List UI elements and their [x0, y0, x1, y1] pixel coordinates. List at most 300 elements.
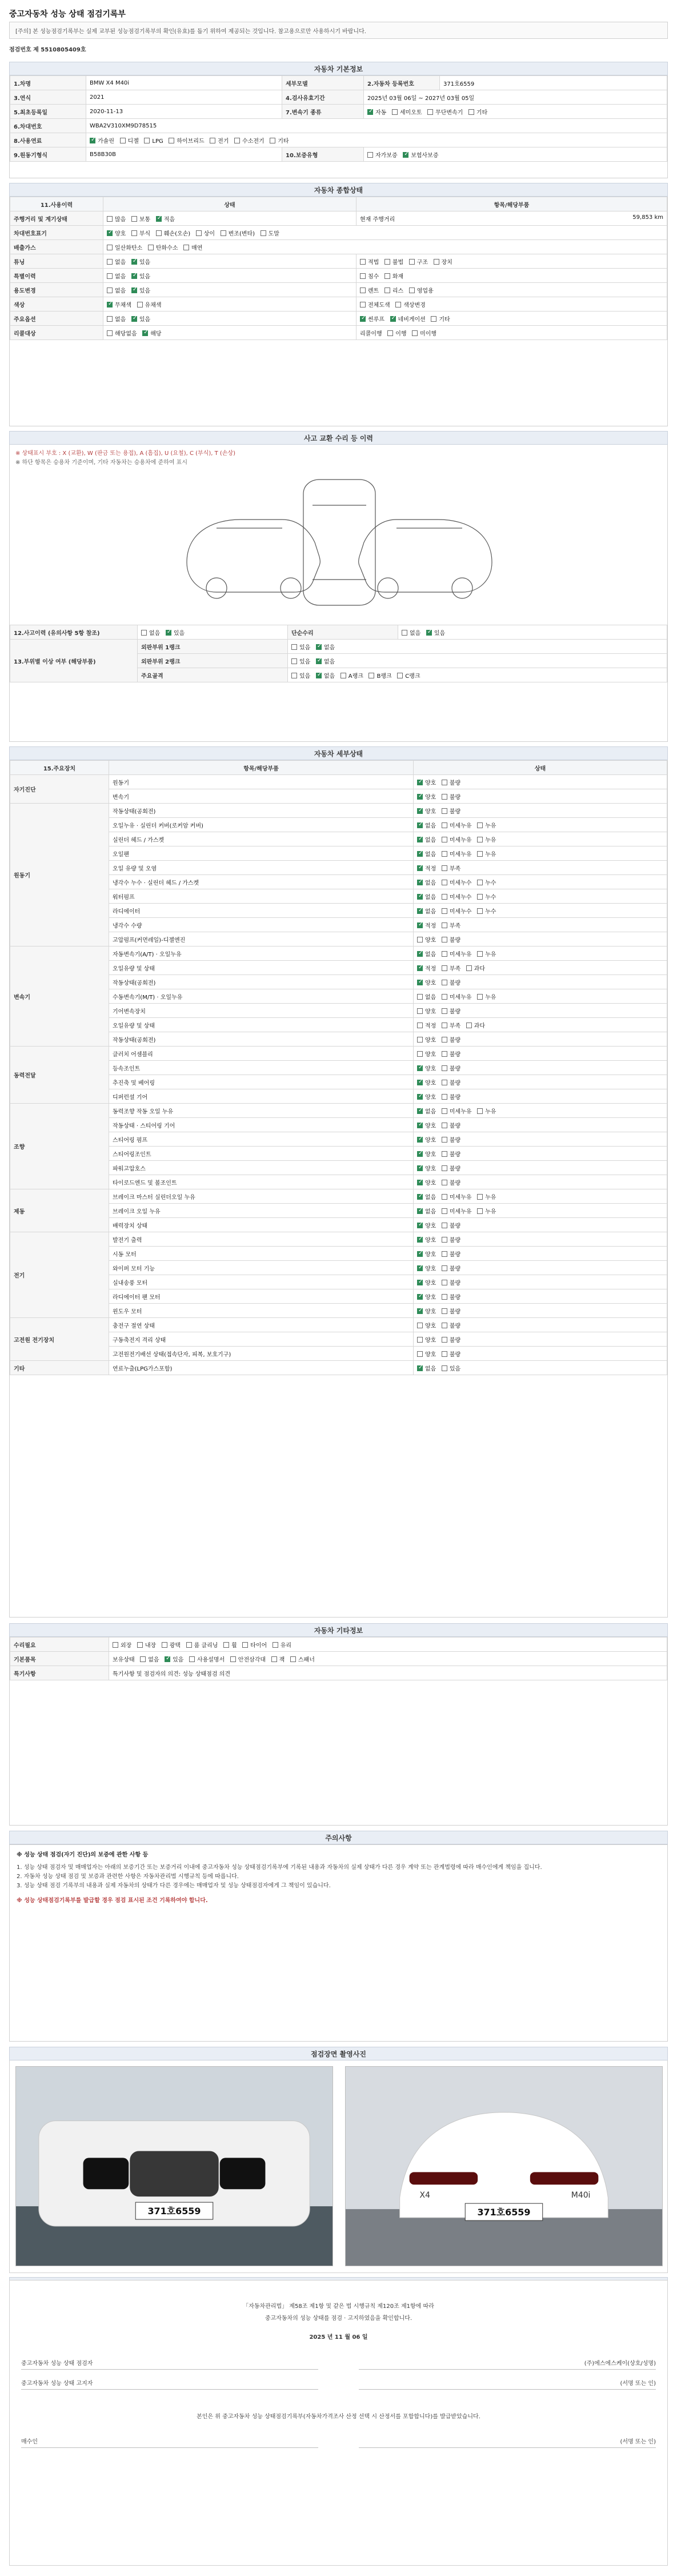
detail-mt-gear-options: 양호 불량 [414, 1004, 667, 1018]
notes-paragraph-1: 1. 성능 상태 점검자 및 매매업자는 아래의 보증기간 또는 보증거리 이내에 중고자동차 성능 상태점검기록부에 기록된 내용과 자동차의 실제 상태가 다른 경우 계약 또는 관계법령에 따라 매수인에게 책임을 집니다. [17, 1864, 542, 1871]
main-options-label: 주요옵션 [10, 311, 103, 326]
etc-basic-jack-checkbox[interactable] [271, 1656, 277, 1662]
detail-drive-cv-bad-checkbox[interactable] [442, 1065, 447, 1071]
detail-steering-joint-bad-checkbox[interactable] [442, 1151, 447, 1157]
etc-repair-polish-checkbox[interactable] [162, 1642, 167, 1648]
detail-engine-label: 원동기 [10, 804, 109, 946]
detail-hv-battery-bad-checkbox[interactable] [442, 1337, 447, 1343]
detail-engine-oil-pan-minor-checkbox[interactable] [442, 851, 447, 857]
notes-paragraph-3: 3. 성능 상태 점검 기록부의 내용과 실제 자동차의 상태가 다른 경우에는 매매업자 및 성능 상태점검자에게 그 책임이 있습니다. [17, 1883, 331, 1889]
fuel-hydrogen-checkbox[interactable] [234, 138, 240, 143]
color-change-checkbox[interactable] [395, 302, 401, 307]
section-general-title: 자동차 종합상태 [314, 186, 363, 194]
detail-etc-fuel-leak-yes-checkbox[interactable] [442, 1365, 447, 1371]
detail-steering-pump-bad-checkbox[interactable] [442, 1137, 447, 1143]
car-diagram [177, 471, 502, 614]
detail-hv-battery-options: 양호 불량 [414, 1332, 667, 1347]
detail-model-label: 세부모델 [282, 76, 364, 90]
detail-engine-head-gasket-minor-checkbox[interactable] [442, 837, 447, 842]
detail-engine-idle-good-checkbox[interactable] [417, 808, 423, 814]
transmission-semi-checkbox[interactable] [392, 109, 398, 115]
transmission-cvt-checkbox[interactable] [427, 109, 433, 115]
detail-steering-oil-leak-minor-checkbox[interactable] [442, 1108, 447, 1114]
detail-engine-coolant-leak-options-1: ✓ 없음 미세누수 누수 [414, 875, 667, 889]
detail-engine-oil-level-label: 오일 유량 및 오염 [109, 861, 414, 875]
recall-options: 해당없음 ✓ 해당 [103, 326, 356, 340]
fuel-electric-checkbox[interactable] [210, 138, 215, 143]
transmission-etc-checkbox[interactable] [468, 109, 474, 115]
frame-a-checkbox[interactable] [340, 673, 346, 678]
vehicle-name-value: BMW X4 M40i [86, 76, 282, 90]
detail-drive-clutch-options: 양호 불량 [414, 1047, 667, 1061]
section-accident-header [9, 431, 668, 445]
photo-rear-badge: M40i [571, 2191, 591, 2200]
etc-repair-tire-checkbox[interactable] [242, 1642, 248, 1648]
detail-engine-oil-pan-none-checkbox[interactable] [417, 851, 423, 857]
section-notes-header [9, 1831, 668, 1844]
detail-engine-radiator-yes-checkbox[interactable] [477, 908, 483, 914]
section-basic-title: 자동차 기본정보 [314, 65, 363, 73]
detail-electric-window-bad-checkbox[interactable] [442, 1308, 447, 1314]
detail-electric-alternator-label: 발전기 출력 [109, 1232, 414, 1247]
detail-engine-oil-level-options: ✓ 적정 부족 [414, 861, 667, 875]
color-options: ✓ 무채색 유채색 [103, 297, 356, 311]
special-history-detail: 침수 화재 [356, 269, 667, 283]
main-options-detail: ✓ 썬루프 ✓ 네비게이션 기타 [356, 311, 667, 326]
outer-rank2-no-checkbox[interactable] [316, 658, 322, 664]
basic-info-table [10, 75, 667, 162]
detail-engine-water-pump-label: 워터펌프 [109, 889, 414, 904]
etc-basic-spanner-checkbox[interactable] [290, 1656, 296, 1662]
fuel-hybrid-checkbox[interactable] [169, 138, 174, 143]
detail-engine-water-pump-none-checkbox[interactable] [417, 894, 423, 900]
etc-repair-glass-checkbox[interactable] [273, 1642, 278, 1648]
detail-steering-hose-bad-checkbox[interactable] [442, 1165, 447, 1171]
mileage-value-cell [356, 211, 667, 226]
detail-engine-radiator-minor-checkbox[interactable] [442, 908, 447, 914]
detail-electric-label: 전기 [10, 1232, 109, 1318]
etc-basic-items-label: 기본품목 [10, 1652, 109, 1666]
detail-mt-oil-level-proper-checkbox[interactable] [417, 1023, 423, 1028]
etc-repair-label: 수리필요 [10, 1638, 109, 1652]
detail-self-engine-options: ✓ 양호 불량 [414, 775, 667, 789]
detail-brake-master-yes-checkbox[interactable] [477, 1194, 483, 1200]
tuning-structure-checkbox[interactable] [409, 259, 415, 265]
detail-engine-oil-pan-yes-checkbox[interactable] [477, 851, 483, 857]
detail-electric-wiper-bad-checkbox[interactable] [442, 1265, 447, 1271]
transmission-options: ✓ 자동 세미오토 무단변속기 기타 [364, 105, 667, 119]
detail-electric-wiper-good-checkbox[interactable] [417, 1265, 423, 1271]
detail-at-oil-level-proper-checkbox[interactable] [417, 965, 423, 971]
detail-steering-tierod-label: 타이로드엔드 및 볼조인트 [109, 1175, 414, 1189]
section-photos-header [9, 2047, 668, 2060]
fuel-etc-checkbox[interactable] [270, 138, 275, 143]
vin-mark-different-checkbox[interactable] [196, 230, 202, 236]
vin-mark-altered-checkbox[interactable] [221, 230, 226, 236]
detail-at-oil-level-low-checkbox[interactable] [442, 965, 447, 971]
detail-engine-water-pump-minor-checkbox[interactable] [442, 894, 447, 900]
detail-electric-starter-good-checkbox[interactable] [417, 1251, 423, 1257]
accident-legend-line-1: ※ 상태표시 부호 : X (교환), W (판금 또는 용접), A (흠집), U (요철), C (부식), T (손상) [15, 450, 236, 457]
tuning-yes-checkbox[interactable] [131, 259, 137, 265]
detail-electric-blower-good-checkbox[interactable] [417, 1280, 423, 1285]
simple-repair-options: 없음 ✓ 있음 [398, 625, 667, 640]
first-registration-label: 5.최초등록일 [10, 105, 86, 119]
special-flood-checkbox[interactable] [360, 273, 366, 279]
detail-hv-wiring-good-checkbox[interactable] [417, 1351, 423, 1357]
detail-hv-wiring-bad-checkbox[interactable] [442, 1351, 447, 1357]
detail-mt-oil-level-label: 오일유량 및 상태 [109, 1018, 414, 1032]
mileage-options: 많음 보통 ✓ 적음 [103, 211, 356, 226]
detail-steering-hose-options: ✓ 양호 불량 [414, 1161, 667, 1175]
detail-mt-gear-good-checkbox[interactable] [417, 1008, 423, 1014]
mileage-label: 주행거리 및 계기상태 [10, 211, 103, 226]
frame-b-checkbox[interactable] [368, 673, 374, 678]
detail-engine-oil-leak-none-checkbox-1[interactable] [417, 822, 423, 828]
accident-none-checkbox[interactable] [141, 630, 147, 636]
detail-brake-master-none-checkbox[interactable] [417, 1194, 423, 1200]
options-sunroof-checkbox[interactable] [360, 316, 366, 322]
detail-drive-clutch-bad-checkbox[interactable] [442, 1051, 447, 1057]
vin-mark-label: 차대번호표기 [10, 226, 103, 240]
usage-rent-checkbox[interactable] [360, 287, 366, 293]
photos-section [9, 2060, 668, 2273]
fuel-diesel-checkbox[interactable] [120, 138, 126, 143]
special-history-label: 특별이력 [10, 269, 103, 283]
detail-at-oil-leak-yes-checkbox[interactable] [477, 951, 483, 957]
detail-electric-blower-bad-checkbox[interactable] [442, 1280, 447, 1285]
outer-rank1-yes-checkbox[interactable] [291, 644, 297, 650]
detail-drive-cv-good-checkbox[interactable] [417, 1065, 423, 1071]
signature-right-2: (서명 또는 인) [359, 2377, 656, 2390]
accident-history-options: 없음 ✓ 있음 [138, 625, 288, 640]
options-navigation-checkbox[interactable] [390, 316, 396, 322]
detail-mt-gear-label: 기어변속장치 [109, 1004, 414, 1018]
detail-steering-gear-good-checkbox[interactable] [417, 1123, 423, 1128]
detail-mt-oil-leak-options: 없음 미세누유 누유 [414, 989, 667, 1004]
detail-engine-head-gasket-label: 실린더 헤드 / 가스켓 [109, 832, 414, 846]
detail-mt-oil-leak-label: 수동변속기(M/T) · 오일누유 [109, 989, 414, 1004]
section-accident-title: 사고 교환 수리 등 이력 [303, 434, 374, 442]
signature-bottom-text: 본인은 위 중고자동차 성능 상태점검기록부(자동차가격조사 산정 선택 시 산정서를 포함합니다)를 발급받았습니다. [197, 2414, 480, 2420]
detail-engine-oil-level-proper-checkbox[interactable] [417, 865, 423, 871]
detail-engine-common-rail-bad-checkbox[interactable] [442, 937, 447, 942]
section-detail-header [9, 746, 668, 760]
detail-engine-common-rail-good-checkbox[interactable] [417, 937, 423, 942]
detail-steering-tierod-good-checkbox[interactable] [417, 1180, 423, 1185]
emission-hc-checkbox[interactable] [148, 245, 154, 250]
detail-self-engine-good-checkbox[interactable] [417, 780, 423, 785]
detail-mt-idle-options: 양호 불량 [414, 1032, 667, 1047]
warranty-label: 10.보증유형 [282, 147, 364, 162]
registration-label: 2.자동차 등록번호 [364, 76, 440, 90]
detail-engine-idle-bad-checkbox[interactable] [442, 808, 447, 814]
accident-yes-checkbox[interactable] [166, 630, 171, 636]
accident-legend-line-2: ※ 하단 항목은 승용차 기준이며, 기타 자동차는 승용차에 준하여 표시 [15, 460, 187, 466]
outer-rank2-label: 외판부위 2랭크 [138, 654, 288, 668]
section-general-header [9, 183, 668, 197]
detail-engine-coolant-minor-checkbox-1[interactable] [442, 880, 447, 885]
etc-note-label: 특기사항 [10, 1666, 109, 1680]
detail-steering-joint-label: 스티어링조인트 [109, 1147, 414, 1161]
detail-engine-oil-pan-label: 오일팬 [109, 846, 414, 861]
etc-repair-items: 외장 내장 광택 룸 클리닝 휠 타이어 유리 [109, 1638, 667, 1652]
usage-lease-checkbox[interactable] [384, 287, 390, 293]
recall-done-checkbox[interactable] [387, 330, 393, 336]
emission-smoke-checkbox[interactable] [183, 245, 189, 250]
detail-steering-hose-label: 파워고압호스 [109, 1161, 414, 1175]
first-registration-value: 2020-11-13 [86, 105, 282, 119]
fuel-gasoline-checkbox[interactable] [90, 138, 95, 143]
detail-brake-oil-leak-yes-checkbox[interactable] [477, 1208, 483, 1214]
etc-repair-exterior-checkbox[interactable] [113, 1642, 118, 1648]
registration-value: 371호6559 [440, 76, 667, 90]
detail-drive-clutch-good-checkbox[interactable] [417, 1051, 423, 1057]
mileage-current-label: 현재 주행거리 [360, 216, 395, 223]
vin-mark-good-checkbox[interactable] [107, 230, 113, 236]
usage-none-checkbox[interactable] [107, 287, 113, 293]
detail-electric-wiper-label: 와이퍼 모터 기능 [109, 1261, 414, 1275]
detail-brake-oil-leak-none-checkbox[interactable] [417, 1208, 423, 1214]
detail-at-oil-leak-label: 자동변속기(A/T) · 오일누유 [109, 946, 414, 961]
notes-heading-2: ※ 성능 상태점검기록부를 발급할 경우 점검 표시된 조건 기록하여야 합니다. [17, 1898, 208, 1904]
detail-engine-head-gasket-none-checkbox[interactable] [417, 837, 423, 842]
detail-electric-window-good-checkbox[interactable] [417, 1308, 423, 1314]
detail-mt-idle-good-checkbox[interactable] [417, 1037, 423, 1043]
detail-steering-pump-options: ✓ 양호 불량 [414, 1132, 667, 1147]
car-top-icon [303, 480, 375, 605]
frame-c-checkbox[interactable] [397, 673, 403, 678]
basic-info-section [9, 75, 668, 178]
tuning-device-checkbox[interactable] [434, 259, 439, 265]
color-chromatic-checkbox[interactable] [137, 302, 143, 307]
detail-engine-oil-leak-yes-checkbox-1[interactable] [477, 822, 483, 828]
detail-drive-label: 동력전달 [10, 1047, 109, 1104]
detail-electric-alternator-options: ✓ 양호 불량 [414, 1232, 667, 1247]
detail-brake-booster-good-checkbox[interactable] [417, 1223, 423, 1228]
detail-drive-cv-options: ✓ 양호 불량 [414, 1061, 667, 1075]
detail-steering-tierod-bad-checkbox[interactable] [442, 1180, 447, 1185]
detail-electric-blower-options: ✓ 양호 불량 [414, 1275, 667, 1289]
photo-rear-plate: 371호6559 [477, 2207, 531, 2218]
detail-drive-propeller-good-checkbox[interactable] [417, 1080, 423, 1085]
detail-mt-oil-leak-minor-checkbox[interactable] [442, 994, 447, 1000]
detail-drive-differential-bad-checkbox[interactable] [442, 1094, 447, 1100]
accident-history-label: 12.사고이력 (유의사항 5항 참조) [10, 625, 138, 640]
outer-rank1-options: 있음 ✓ 없음 [288, 640, 667, 654]
detail-brake-master-minor-checkbox[interactable] [442, 1194, 447, 1200]
etc-basic-manual-checkbox[interactable] [189, 1656, 195, 1662]
signature-text-1: 「자동차관리법」 제58조 제1항 및 같은 법 시행규칙 제120조 제1항에 따라 [243, 2303, 434, 2310]
etc-repair-wheel-checkbox[interactable] [223, 1642, 229, 1648]
frame-no-checkbox[interactable] [316, 673, 322, 678]
detail-table [10, 760, 667, 1375]
detail-electric-radiator-fan-label: 라디에이터 팬 모터 [109, 1289, 414, 1304]
detail-steering-oil-leak-yes-checkbox[interactable] [477, 1108, 483, 1114]
general-state-table [10, 197, 667, 340]
detail-brake-label: 제동 [10, 1189, 109, 1232]
detail-self-transmission-good-checkbox[interactable] [417, 794, 423, 800]
detail-engine-coolant-level-proper-checkbox[interactable] [417, 922, 423, 928]
signature-row-2 [21, 2377, 656, 2390]
inspection-period-value: 2025년 03월 06일 ~ 2027년 03월 05일 [364, 90, 667, 105]
detail-electric-radiator-fan-good-checkbox[interactable] [417, 1294, 423, 1300]
fuel-label: 8.사용연료 [10, 133, 86, 147]
options-yes-checkbox[interactable] [131, 316, 137, 322]
engine-type-label: 9.원동기형식 [10, 147, 86, 162]
detail-brake-booster-bad-checkbox[interactable] [442, 1223, 447, 1228]
signature-right-1: (주)에스에스케이(상호/성명) [359, 2357, 656, 2370]
vin-mark-damage-checkbox[interactable] [156, 230, 162, 236]
fuel-lpg-checkbox[interactable] [144, 138, 150, 143]
frame-yes-checkbox[interactable] [291, 673, 297, 678]
detail-at-idle-good-checkbox[interactable] [417, 980, 423, 985]
vin-mark-rust-checkbox[interactable] [131, 230, 137, 236]
etc-repair-cleaning-checkbox[interactable] [186, 1642, 192, 1648]
detail-col-1: 15.주요장치 [10, 761, 109, 775]
detail-mt-gear-bad-checkbox[interactable] [442, 1008, 447, 1014]
detail-drive-differential-good-checkbox[interactable] [417, 1094, 423, 1100]
detail-brake-oil-leak-options: ✓ 없음 미세누유 누유 [414, 1204, 667, 1218]
signature-box [9, 2280, 668, 2566]
emission-options: 일산화탄소 탄화수소 매연 [103, 240, 667, 254]
vin-mark-painted-checkbox[interactable] [261, 230, 266, 236]
detail-mt-oil-leak-none-checkbox[interactable] [417, 994, 423, 1000]
detail-engine-water-pump-yes-checkbox[interactable] [477, 894, 483, 900]
detail-at-idle-options: ✓ 양호 불량 [414, 975, 667, 989]
detail-steering-oil-leak-none-checkbox[interactable] [417, 1108, 423, 1114]
detail-self-engine-bad-checkbox[interactable] [442, 780, 447, 785]
detail-steering-pump-good-checkbox[interactable] [417, 1137, 423, 1143]
detail-at-oil-leak-none-checkbox[interactable] [417, 951, 423, 957]
etc-basic-triangle-checkbox[interactable] [230, 1656, 236, 1662]
detail-mt-oil-level-high-checkbox[interactable] [466, 1023, 472, 1028]
detail-steering-joint-good-checkbox[interactable] [417, 1151, 423, 1157]
general-col-3: 항목/해당부품 [356, 197, 667, 211]
detail-electric-alternator-bad-checkbox[interactable] [442, 1237, 447, 1243]
recall-not-done-checkbox[interactable] [412, 330, 418, 336]
detail-hv-charge-port-good-checkbox[interactable] [417, 1323, 423, 1328]
emission-co-checkbox[interactable] [107, 245, 113, 250]
mileage-low-checkbox[interactable] [156, 216, 162, 222]
recall-yes-checkbox[interactable] [142, 330, 148, 336]
detail-electric-starter-options: ✓ 양호 불량 [414, 1247, 667, 1261]
detail-engine-coolant-level-low-checkbox[interactable] [442, 922, 447, 928]
signature-buyer-sign: (서명 또는 인) [359, 2435, 656, 2448]
section-detail-title: 자동차 세부상태 [314, 749, 363, 758]
detail-brake-oil-leak-minor-checkbox[interactable] [442, 1208, 447, 1214]
detail-electric-starter-label: 시동 모터 [109, 1247, 414, 1261]
frame-options: 있음 ✓ 없음 A랭크 B랭크 C랭크 [288, 668, 667, 682]
vehicle-name-label: 1.차명 [10, 76, 86, 90]
tuning-legal-checkbox[interactable] [360, 259, 366, 265]
detail-at-idle-bad-checkbox[interactable] [442, 980, 447, 985]
tuning-illegal-checkbox[interactable] [384, 259, 390, 265]
outer-rank1-no-checkbox[interactable] [316, 644, 322, 650]
detail-mt-oil-level-low-checkbox[interactable] [442, 1023, 447, 1028]
options-etc-checkbox[interactable] [431, 316, 436, 322]
outer-rank2-yes-checkbox[interactable] [291, 658, 297, 664]
simple-repair-none-checkbox[interactable] [402, 630, 407, 636]
document-title: 중고자동차 성능 상태 점검기록부 [9, 10, 126, 19]
detail-engine-common-rail-options: 양호 불량 [414, 932, 667, 946]
signature-row-3 [21, 2435, 656, 2448]
etc-basic-yes-checkbox[interactable] [165, 1656, 170, 1662]
detail-hv-battery-good-checkbox[interactable] [417, 1337, 423, 1343]
color-detail: 전체도색 색상변경 [356, 297, 667, 311]
detail-engine-oil-level-low-checkbox[interactable] [442, 865, 447, 871]
detail-steering-hose-good-checkbox[interactable] [417, 1165, 423, 1171]
usage-change-detail: 렌트 리스 영업용 [356, 283, 667, 297]
recall-none-checkbox[interactable] [107, 330, 113, 336]
detail-mt-oil-leak-yes-checkbox[interactable] [477, 994, 483, 1000]
detail-electric-radiator-fan-bad-checkbox[interactable] [442, 1294, 447, 1300]
simple-repair-yes-checkbox[interactable] [426, 630, 432, 636]
mileage-normal-checkbox[interactable] [131, 216, 137, 222]
detail-steering-gear-bad-checkbox[interactable] [442, 1123, 447, 1128]
options-none-checkbox[interactable] [107, 316, 113, 322]
frame-label: 주요골격 [138, 668, 288, 682]
special-yes-checkbox[interactable] [131, 273, 137, 279]
emission-label: 배출가스 [10, 240, 103, 254]
recall-detail: 리콜이행 이행 미이행 [356, 326, 667, 340]
detail-steering-gear-label: 작동상태 · 스티어링 기어 [109, 1118, 414, 1132]
vin-label: 6.차대번호 [10, 119, 86, 133]
detail-etc-fuel-leak-none-checkbox[interactable] [417, 1365, 423, 1371]
detail-electric-alternator-good-checkbox[interactable] [417, 1237, 423, 1243]
special-fire-checkbox[interactable] [384, 273, 390, 279]
detail-engine-head-gasket-yes-checkbox[interactable] [477, 837, 483, 842]
detail-drive-cv-label: 등속조인트 [109, 1061, 414, 1075]
detail-drive-propeller-bad-checkbox[interactable] [442, 1080, 447, 1085]
color-fullpaint-checkbox[interactable] [360, 302, 366, 307]
detail-electric-starter-bad-checkbox[interactable] [442, 1251, 447, 1257]
detail-drive-clutch-label: 클러치 어셈블리 [109, 1047, 414, 1061]
detail-engine-oil-leak-minor-checkbox-1[interactable] [442, 822, 447, 828]
detail-at-oil-leak-minor-checkbox[interactable] [442, 951, 447, 957]
detail-at-oil-level-high-checkbox[interactable] [466, 965, 472, 971]
detail-mt-idle-bad-checkbox[interactable] [442, 1037, 447, 1043]
signature-date: 2025 년 11 월 06 일 [309, 2334, 368, 2341]
detail-engine-coolant-none-checkbox-1[interactable] [417, 880, 423, 885]
detail-etc-fuel-leak-label: 연료누출(LPG가스포함) [109, 1361, 414, 1375]
warranty-insurance-checkbox[interactable] [403, 152, 408, 158]
usage-commercial-checkbox[interactable] [409, 287, 415, 293]
detail-mt-idle-label: 작동상태(공회전) [109, 1032, 414, 1047]
etc-basic-none-checkbox[interactable] [140, 1656, 146, 1662]
detail-at-idle-label: 작동상태(공회전) [109, 975, 414, 989]
detail-engine-radiator-none-checkbox[interactable] [417, 908, 423, 914]
detail-hv-charge-port-label: 충전구 절연 상태 [109, 1318, 414, 1332]
etc-repair-interior-checkbox[interactable] [137, 1642, 143, 1648]
warranty-self-checkbox[interactable] [367, 152, 373, 158]
special-none-checkbox[interactable] [107, 273, 113, 279]
mileage-many-checkbox[interactable] [107, 216, 113, 222]
general-state-section [9, 197, 668, 426]
etc-note: 특기사항 및 점검자의 의견: 성능 상태점검 의견 [109, 1666, 667, 1680]
detail-hv-charge-port-bad-checkbox[interactable] [442, 1323, 447, 1328]
tuning-none-checkbox[interactable] [107, 259, 113, 265]
detail-engine-coolant-yes-checkbox-1[interactable] [477, 880, 483, 885]
detail-drive-differential-options: ✓ 양호 불량 [414, 1089, 667, 1104]
photo-rear-image [346, 2067, 662, 2266]
outer-rank2-options: 있음 ✓ 없음 [288, 654, 667, 668]
color-achromatic-checkbox[interactable] [107, 302, 113, 307]
detail-drive-differential-label: 디퍼런셜 기어 [109, 1089, 414, 1104]
transmission-auto-checkbox[interactable] [367, 109, 373, 115]
usage-yes-checkbox[interactable] [131, 287, 137, 293]
detail-self-transmission-bad-checkbox[interactable] [442, 794, 447, 800]
